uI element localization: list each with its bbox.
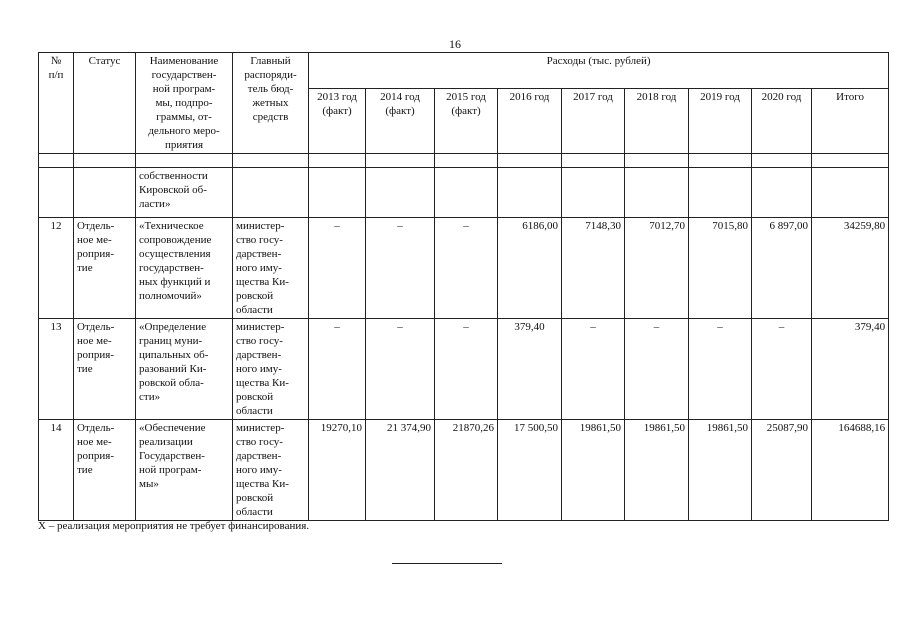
continuation-row [39,168,889,218]
header-admin: Главный распоряди- тель бюд- жетных средств [233,53,309,154]
row-value-2015: – [435,319,498,420]
row-value-2016: 17 500,50 [498,420,562,521]
table-row [39,218,889,319]
header-expenses: Расходы (тыс. рублей) [309,53,889,89]
row-status: Отдель- ное ме- роприя- тие [74,218,136,319]
row-num: 14 [39,420,74,521]
row-status: Отдель- ное ме- роприя- тие [74,319,136,420]
row-value-2015: 21870,26 [435,420,498,521]
row-status: Отдель- ное ме- роприя- тие [74,420,136,521]
header-spacer-row [39,154,889,168]
header-status: Статус [74,53,136,154]
row-value-2013: – [309,319,366,420]
row-name: «Техническое сопровождение осуществления государствен- ных функций и полномочий» [136,218,233,319]
row-value-2018: 19861,50 [625,420,689,521]
page-number: 16 [449,37,461,51]
row-value-2016: 379,40 [498,319,562,420]
row-value-2018: 7012,70 [625,218,689,319]
row-value-2020: 25087,90 [752,420,812,521]
row-name: «Обеспечение реализации Государствен- ной програм- мы» [136,420,233,521]
header-year-2019: 2019 год [689,88,752,153]
row-value-2015: – [435,218,498,319]
row-value-2017: 19861,50 [562,420,625,521]
table-row [39,319,889,420]
row-value-2019: 7015,80 [689,218,752,319]
header-year-2014: 2014 год (факт) [366,88,435,153]
row-value-2017: 7148,30 [562,218,625,319]
header-year-2013: 2013 год (факт) [309,88,366,153]
row-value-2018: – [625,319,689,420]
row-value-total: 379,40 [812,319,889,420]
header-name: Наименование государствен- ной програм- мы, подпро- граммы, от- дельного меро- приятия [136,53,233,154]
header-total: Итого [812,88,889,153]
row-value-2013: – [309,218,366,319]
budget-table [38,52,889,521]
end-divider [392,563,502,564]
row-name: «Определение границ муни- ципальных об- разований Ки- ровской обла- сти» [136,319,233,420]
header-year-2018: 2018 год [625,88,689,153]
row-value-total: 164688,16 [812,420,889,521]
footnote: Х – реализация мероприятия не требует финансирования. [38,520,310,532]
header-row-top [39,53,889,89]
row-value-2013: 19270,10 [309,420,366,521]
row-value-2014: – [366,218,435,319]
table-row [39,420,889,521]
row-num: 12 [39,218,74,319]
row-value-2020: 6 897,00 [752,218,812,319]
header-year-2016: 2016 год [498,88,562,153]
row-value-2019: 19861,50 [689,420,752,521]
row-num: 13 [39,319,74,420]
row-value-2016: 6186,00 [498,218,562,319]
row-admin: министер- ство госу- дарствен- ного иму- щества Ки- ровской области [233,319,309,420]
row-value-2019: – [689,319,752,420]
continuation-name: собственности Кировской об- ласти» [136,168,233,218]
row-value-2017: – [562,319,625,420]
row-admin: министер- ство госу- дарствен- ного иму- щества Ки- ровской области [233,218,309,319]
header-num: № п/п [39,53,74,154]
row-value-2014: – [366,319,435,420]
header-year-2020: 2020 год [752,88,812,153]
header-year-2015: 2015 год (факт) [435,88,498,153]
row-admin: министер- ство госу- дарствен- ного иму- щества Ки- ровской области [233,420,309,521]
row-value-2014: 21 374,90 [366,420,435,521]
header-year-2017: 2017 год [562,88,625,153]
row-value-total: 34259,80 [812,218,889,319]
row-value-2020: – [752,319,812,420]
